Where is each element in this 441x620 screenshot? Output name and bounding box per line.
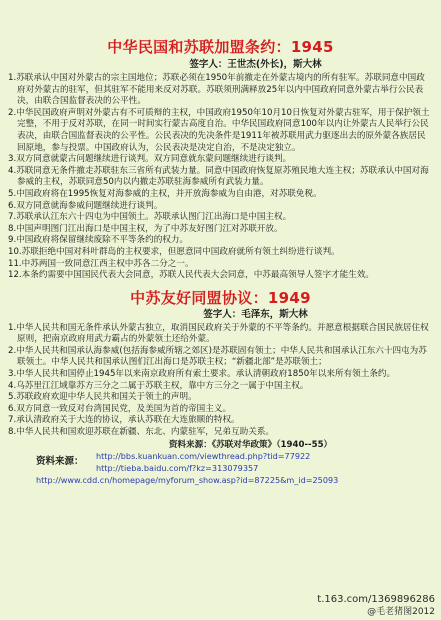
treaty-1945-section	[8, 38, 433, 282]
treaty-1945-signers: 签字人：王世杰(外长)，斯大林	[189, 59, 322, 70]
clause-item: 4.乌苏里江江域靠苏方三分之二属于苏联主权，靠中方三分之一属于中国主权。	[8, 380, 309, 391]
treaty-1949-signers: 签字人：毛泽东，斯大林	[203, 308, 308, 320]
clause-item: 9.中国政府将保留继续废除不平等条约的权力。	[8, 235, 189, 246]
treaty-1949-title: 中苏友好同盟协议：1949	[130, 288, 311, 307]
source-link[interactable]: http://bbs.kuankuan.com/viewthread.php?tid=77922	[96, 450, 311, 461]
sources-row	[8, 451, 433, 475]
sources-label: 资料来源：	[36, 455, 84, 467]
clause-item: 10.苏联拒绝中国对科叶群岛的主权要求，但愿意同中国政府就所有领土纠纷进行谈判。	[8, 246, 340, 257]
clause-item: 5.中国政府将在1995恢复对海参威的主权，并开放海参威为自由港，对苏联免税。	[8, 188, 322, 199]
clause-item: 3.双方同意就蒙古问题继续进行谈判。双方同意就东蒙问题继续进行谈判。	[8, 154, 292, 165]
clause-item: 1.中华人民共和国无条件承认外蒙古独立，取消国民政府关于外蒙的不平等条约。并愿意根据联合国民族居住权原则，把南京政府用武力霸占的外蒙领土还给外蒙。	[8, 322, 429, 345]
treaty-1945-clauses	[8, 73, 433, 282]
treaty-1945-title: 中华民国和苏联加盟条约：1945	[107, 38, 334, 56]
watermark	[317, 594, 435, 618]
clause-item: 6.双方同意一致反对台湾国民党，及美国为首的帝国主义。	[8, 403, 232, 414]
sources-block	[8, 440, 433, 487]
watermark-author: @毛老猪图2012	[367, 607, 435, 617]
clause-item: 4.苏联同意无条件撤走苏联驻东三省所有武装力量。同意中国政府恢复原苏殖民地大连主权；苏联承认中国对海参威的主权，苏联同意50内以内撤走苏联驻海参威所有武装力量。	[8, 165, 429, 188]
clause-item: 2.中华人民共和国承认海参威(包括海参威所辖之郊区)是苏联固有领土；中华人民共和国承认江东六十四屯为苏联领土。中华人民共和国承认图们江出海口是苏联主权；“新疆北部”是苏联领土；	[8, 345, 427, 368]
clause-item: 2.中华民国政府声明对外蒙古有不可质辩的主权，中国政府1950年10月10日恢复对外蒙古驻军，用于保护领土完整，不用于反对苏联，在同一时间实行蒙古高度自治。中华民国政府同意100年以内让外蒙古人民举行公民表决，由联合国监督表决的公平性。公民表决的先决条件是1911年被苏联用武力驱逐出去的原外蒙各族居民回原地，参与投票。中国政府认为，公民表决是决定自治，不是决定独立。	[8, 107, 430, 153]
sources-links	[96, 451, 433, 475]
watermark-url: t.163.com/1369896286	[317, 594, 435, 605]
clause-item: 6.双方同意就海参威问题继续进行谈判。	[8, 200, 163, 211]
source-link[interactable]: http://www.cdd.cn/homepage/myforum_show.asp?id=87225&m_id=25093	[36, 475, 339, 486]
clause-item: 3.中华人民共和国停止1945年以来南京政府所有索土要求。承认清朝政府1850年以来所有领土条约。	[8, 369, 396, 380]
sources-heading: 资料来源：《苏联对华政策》（1940--55）	[168, 439, 333, 450]
source-link[interactable]: http://tieba.baidu.com/f?kz=313079357	[96, 463, 259, 474]
clause-item: 12.本条约需要中国国民代表大会同意，苏联人民代表大会同意，中苏最高领导人签字才能生效。	[8, 270, 375, 281]
clause-item: 5.苏联政府欢迎中华人民共和国关于领土的声明。	[8, 392, 197, 403]
clause-item: 8.中国声明图门江出海口是中国主权，为了中苏友好图门江对苏联开放。	[8, 223, 283, 234]
clause-item: 7.承认清政府关于大连的协议，承认苏联在大连旅顺的特权。	[8, 415, 240, 426]
clause-item: 8.中华人民共和国欢迎苏联在新疆、东北、内蒙驻军，兄弟互助关系。	[8, 427, 275, 438]
clause-item: 7.苏联承认江东六十四屯为中国领土。苏联承认图门江出海口是中国主权。	[8, 212, 292, 223]
clause-item: 11.中苏两国一致同意江西主权中苏各二分之一。	[8, 258, 194, 269]
document-page	[0, 38, 441, 620]
treaty-1949-section	[8, 289, 433, 439]
treaty-1949-clauses	[8, 323, 433, 439]
clause-item: 1.苏联承认中国对外蒙古的宗主国地位；苏联必须在1950年前撤走在外蒙古境内的所有驻军。苏联同意中国政府对外蒙古的驻军，但其驻军不能用来反对苏联。苏联须刑满释放25年以内中国政府同意外蒙古举行公民表决，由联合国监督表决的公平性。	[8, 73, 425, 107]
